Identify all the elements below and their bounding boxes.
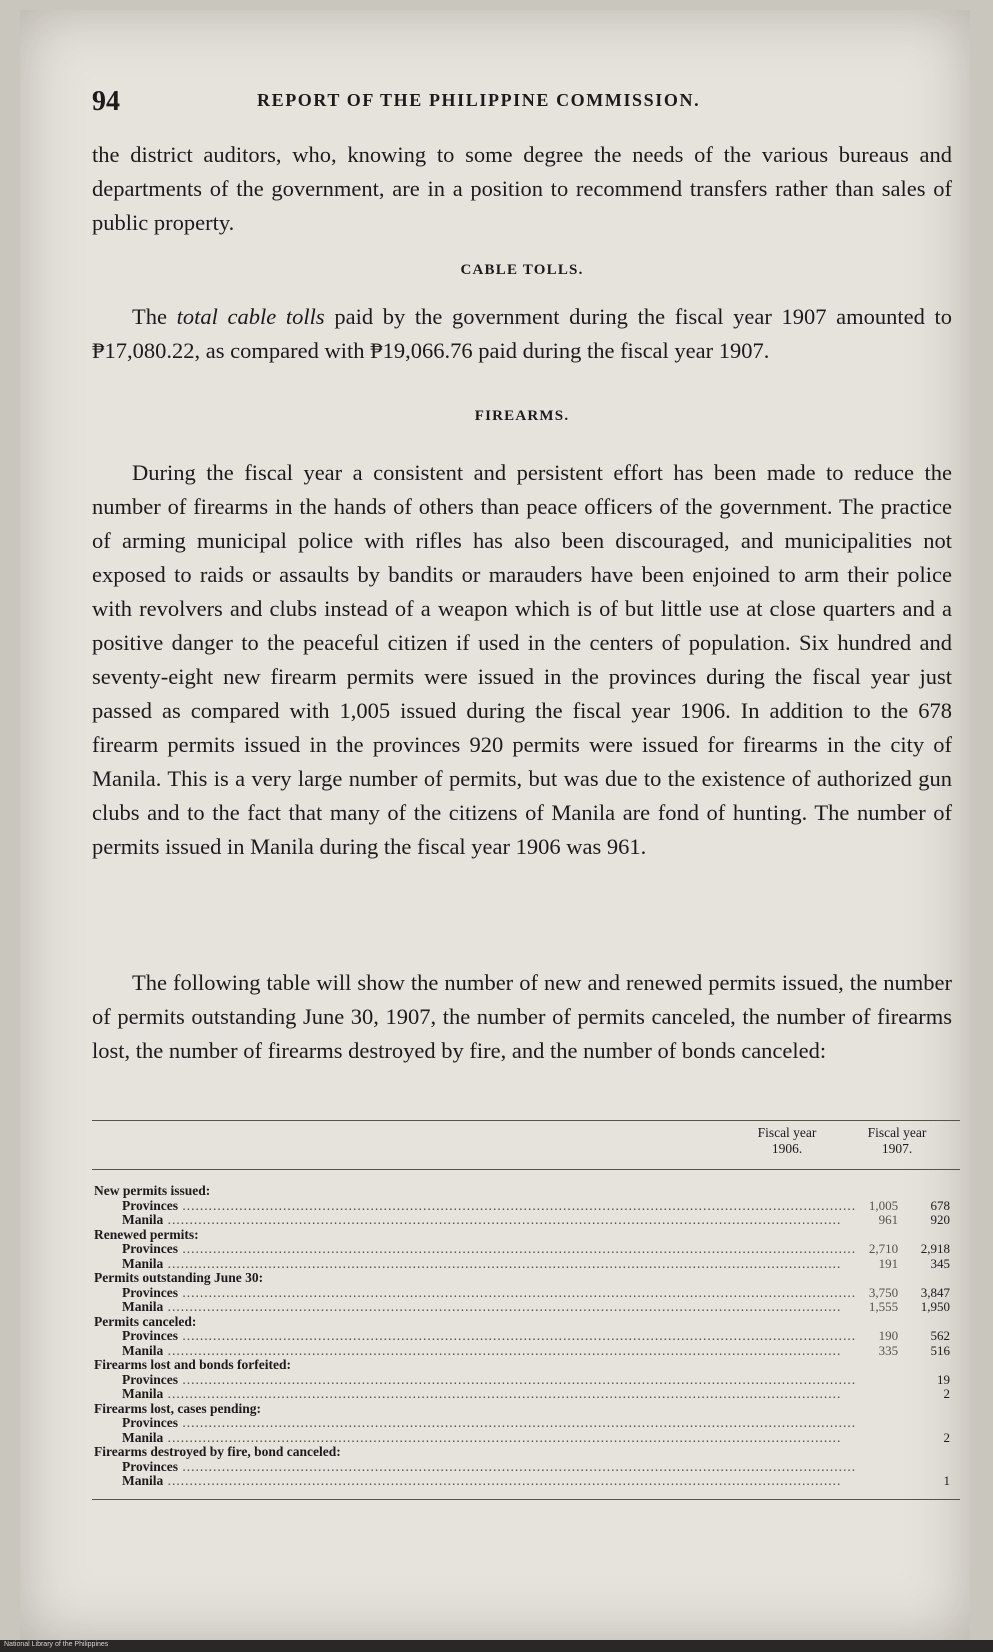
table-group-row — [92, 1402, 960, 1417]
value-1907: 345 — [930, 1255, 950, 1271]
value-1906: 3,750 — [868, 1284, 899, 1300]
table-row — [92, 1474, 960, 1489]
empty-cell — [856, 1315, 908, 1330]
table-row — [92, 1387, 960, 1402]
value-1907: 2,918 — [920, 1241, 950, 1256]
value-1906: 1,555 — [868, 1299, 899, 1314]
table-row — [92, 1373, 960, 1388]
table-row — [92, 1286, 960, 1301]
row-label: Provinces ..... — [92, 1286, 856, 1301]
value-1907: 3,847 — [920, 1284, 950, 1300]
permits-table — [92, 1120, 960, 1500]
value-1907: 2 — [943, 1429, 950, 1445]
table-intro-paragraph: The following table will show the number of new and renewed permits issued, the number of permits outstanding June 30, 1907, the number of permits canceled, the number of firearms lost, the number of firearms destroyed by fire, and the number of bonds canceled: — [92, 970, 952, 1063]
table-bottom-rule — [92, 1499, 960, 1500]
group-label: Renewed permits: — [94, 1227, 199, 1242]
running-head: REPORT OF THE PHILIPPINE COMMISSION. — [257, 90, 701, 110]
empty-cell — [856, 1402, 908, 1417]
value-1907: 562 — [930, 1328, 950, 1343]
cable-tolls-heading: CABLE TOLLS. — [460, 262, 584, 278]
table-spacer-row — [92, 1170, 960, 1184]
row-label: Manila ..... — [92, 1300, 856, 1315]
row-label: Provinces ..... — [92, 1416, 856, 1431]
value-1906 — [856, 1373, 908, 1388]
table-row — [92, 1242, 960, 1257]
empty-cell — [856, 1358, 908, 1373]
group-label: Firearms lost and bonds forfeited: — [94, 1358, 291, 1372]
empty-cell — [908, 1402, 960, 1417]
permits-table-body — [92, 1170, 960, 1489]
empty-cell — [908, 1271, 960, 1286]
value-1907: 1,950 — [920, 1299, 950, 1314]
firearms-heading: FIREARMS. — [474, 408, 570, 424]
row-label: Manila ..... — [92, 1431, 856, 1446]
table-row — [92, 1257, 960, 1272]
cable-text-italic: total cable tolls — [176, 304, 325, 329]
table-row — [92, 1344, 960, 1359]
empty-cell — [856, 1445, 908, 1460]
table-group-row — [92, 1271, 960, 1286]
value-1906: 335 — [878, 1342, 899, 1358]
row-label: Provinces ..... — [92, 1373, 856, 1388]
table-row — [92, 1199, 960, 1214]
value-1906 — [856, 1474, 908, 1489]
value-1906 — [856, 1387, 908, 1402]
value-1907 — [908, 1460, 960, 1475]
value-1907: 920 — [930, 1212, 950, 1227]
value-1906: 2,710 — [868, 1241, 899, 1256]
empty-cell — [908, 1184, 960, 1199]
firearms-paragraph: During the fiscal year a consistent and persistent effort has been made to reduce the number of firearms in the hands of others than peace officers of the government. The practice of arming municipal police with rifles has also been discouraged, and municipalities not exposed to raids or assaults by bandits or marauders have been enjoined to arm their police with revolvers and clubs instead of a weapon which is of but little use at close quarters and a positive danger to the peaceful citizen if used in the centers of population. Six hundred and seventy-eight new firearm permits were issued in the provinces during the fiscal year just passed as compared with 1,005 issued during the fiscal year 1906. In addition to the 678 firearm permits issued in the provinces 920 permits were issued for firearms in the city of Manila. This is a very large number of permits, but was due to the existence of authorized gun clubs and to the fact that many of the citizens of Manila are fond of hunting. The number of permits issued in Manila during the fiscal year 1906 was 961. — [92, 460, 952, 859]
column-header-1906: Fiscal year 1906. — [757, 1125, 817, 1156]
group-label: Permits canceled: — [94, 1314, 197, 1329]
group-label: Firearms lost, cases pending: — [94, 1401, 261, 1416]
footer-strip — [0, 1640, 993, 1652]
empty-cell — [908, 1228, 960, 1243]
row-label: Provinces ..... — [92, 1329, 856, 1344]
value-1906: 1,005 — [868, 1197, 899, 1213]
row-label: Manila ..... — [92, 1387, 856, 1402]
empty-cell — [908, 1315, 960, 1330]
row-label: Provinces ..... — [92, 1199, 856, 1214]
page-header — [92, 86, 952, 126]
table-group-row — [92, 1228, 960, 1243]
empty-cell — [908, 1445, 960, 1460]
table-group-row — [92, 1315, 960, 1330]
table-group-row — [92, 1184, 960, 1199]
value-1907: 678 — [930, 1197, 950, 1213]
column-header-1907: Fiscal year 1907. — [867, 1125, 927, 1156]
value-1907: 1 — [943, 1473, 950, 1488]
value-1906 — [856, 1460, 908, 1475]
footer-credit: National Library of the Philippines — [4, 1641, 109, 1648]
group-label: New permits issued: — [94, 1184, 211, 1198]
row-label: Manila ..... — [92, 1474, 856, 1489]
table-row — [92, 1416, 960, 1431]
cable-text-start: The — [132, 304, 177, 329]
value-1907 — [908, 1416, 960, 1431]
table-group-row — [92, 1358, 960, 1373]
page-number: 94 — [92, 86, 120, 117]
table-group-row — [92, 1445, 960, 1460]
table-row — [92, 1213, 960, 1228]
table-row — [92, 1460, 960, 1475]
row-label: Manila ..... — [92, 1213, 856, 1228]
value-1907: 19 — [937, 1371, 950, 1387]
value-1906: 190 — [878, 1328, 899, 1343]
row-label: Manila ..... — [92, 1344, 856, 1359]
group-label: Firearms destroyed by fire, bond canceled: — [94, 1445, 341, 1459]
table-row — [92, 1329, 960, 1344]
document-page — [20, 10, 970, 1642]
group-label: Permits outstanding June 30: — [94, 1271, 264, 1285]
value-1907: 2 — [943, 1386, 950, 1401]
row-label: Provinces ..... — [92, 1242, 856, 1257]
value-1906 — [856, 1431, 908, 1446]
intro-paragraph: the district auditors, who, knowing to some degree the needs of the various bureaus and departments of the government, are in a position to recommend transfers rather than sales of public property. — [92, 142, 952, 235]
value-1906: 191 — [878, 1255, 899, 1271]
value-1906: 961 — [878, 1212, 899, 1227]
row-label: Manila ..... — [92, 1257, 856, 1272]
empty-cell — [856, 1184, 908, 1199]
row-label: Provinces ..... — [92, 1460, 856, 1475]
empty-cell — [856, 1228, 908, 1243]
value-1907: 516 — [930, 1342, 950, 1358]
table-column-headers — [92, 1121, 960, 1169]
cable-text-end: paid by the government during the fiscal year 1907 amounted to ₱17,080.22, as compared with ₱19,066.76 paid during the fiscal year 1907. — [92, 304, 953, 363]
empty-cell — [856, 1271, 908, 1286]
table-row — [92, 1431, 960, 1446]
table-row — [92, 1300, 960, 1315]
empty-cell — [908, 1358, 960, 1373]
cable-tolls-paragraph — [92, 300, 952, 368]
value-1906 — [856, 1416, 908, 1431]
